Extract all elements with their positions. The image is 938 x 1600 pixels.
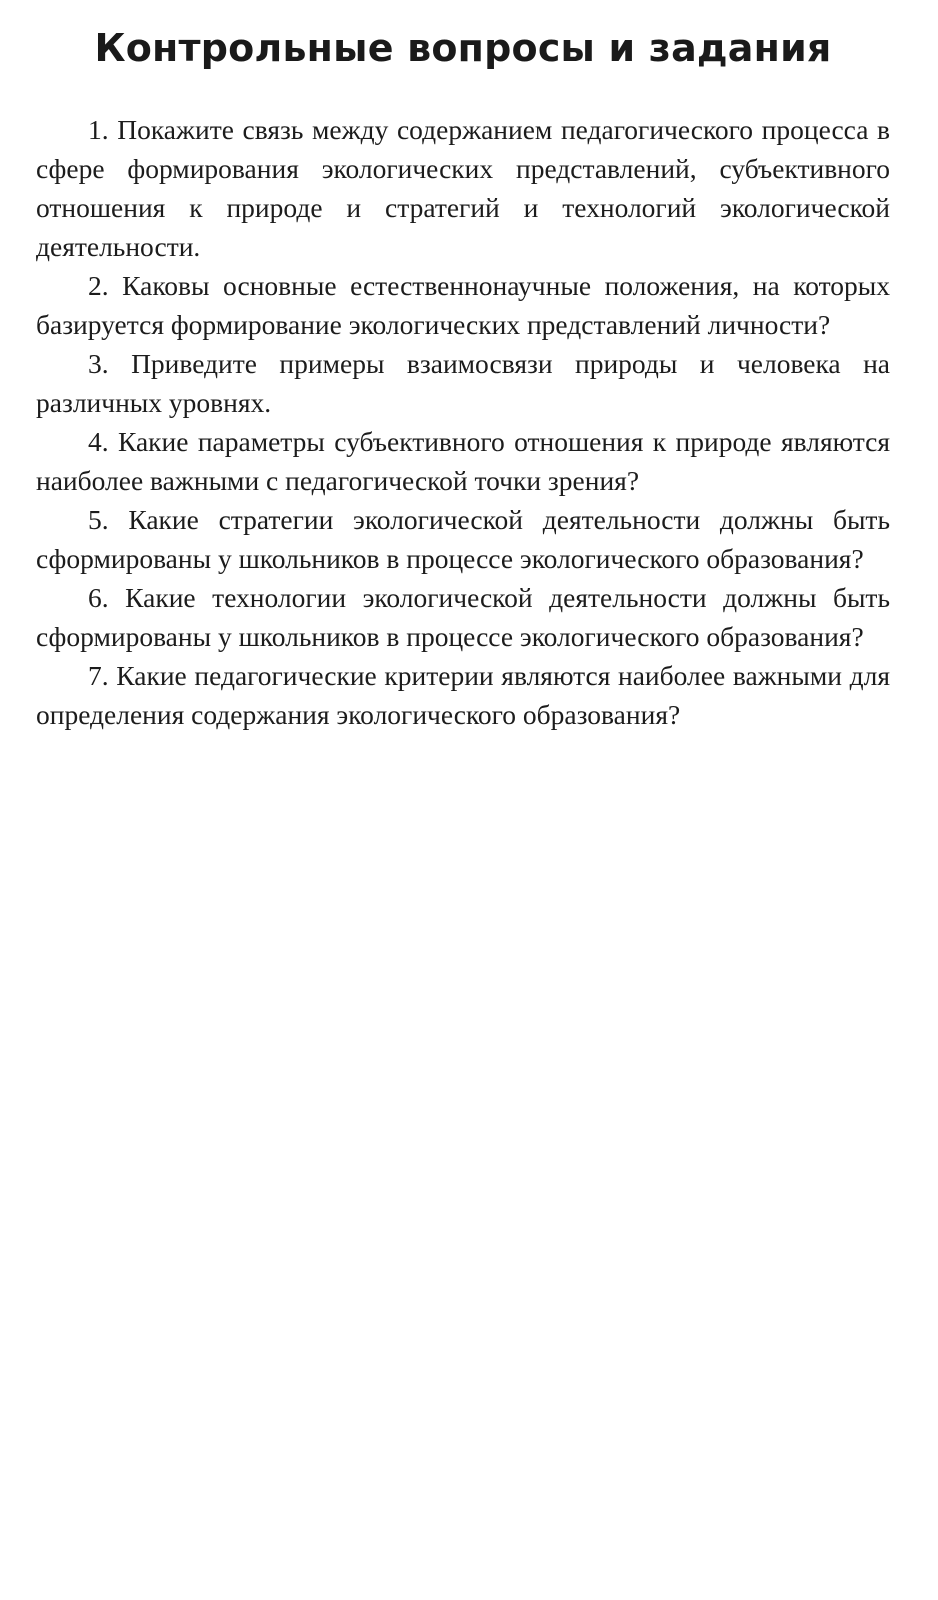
- question-item: 3. Приведите примеры взаимосвязи природы и человека на различных уровнях.: [36, 348, 890, 418]
- question-list: [36, 110, 890, 734]
- question-item: 7. Какие педагогические критерии являются наиболее важными для определения содержания экологического образования?: [36, 660, 890, 730]
- question-item: 2. Каковы основные естественнонаучные положения, на которых базируется формирование экологических представлений личности?: [36, 270, 890, 340]
- question-item: 1. Покажите связь между содержанием педагогического процесса в сфере формирования экологических представлений, субъективного отношения к природе и стратегий и технологий экологической деятельности.: [36, 114, 890, 262]
- question-item: 5. Какие стратегии экологической деятельности должны быть сформированы у школьников в процессе экологического образования?: [36, 504, 890, 574]
- question-item: 6. Какие технологии экологической деятельности должны быть сформированы у школьников в процессе экологического образования?: [36, 582, 890, 652]
- question-item: 4. Какие параметры субъективного отношения к природе являются наиболее важными с педагогической точки зрения?: [36, 426, 890, 496]
- page-title: Контрольные вопросы и задания: [94, 26, 832, 70]
